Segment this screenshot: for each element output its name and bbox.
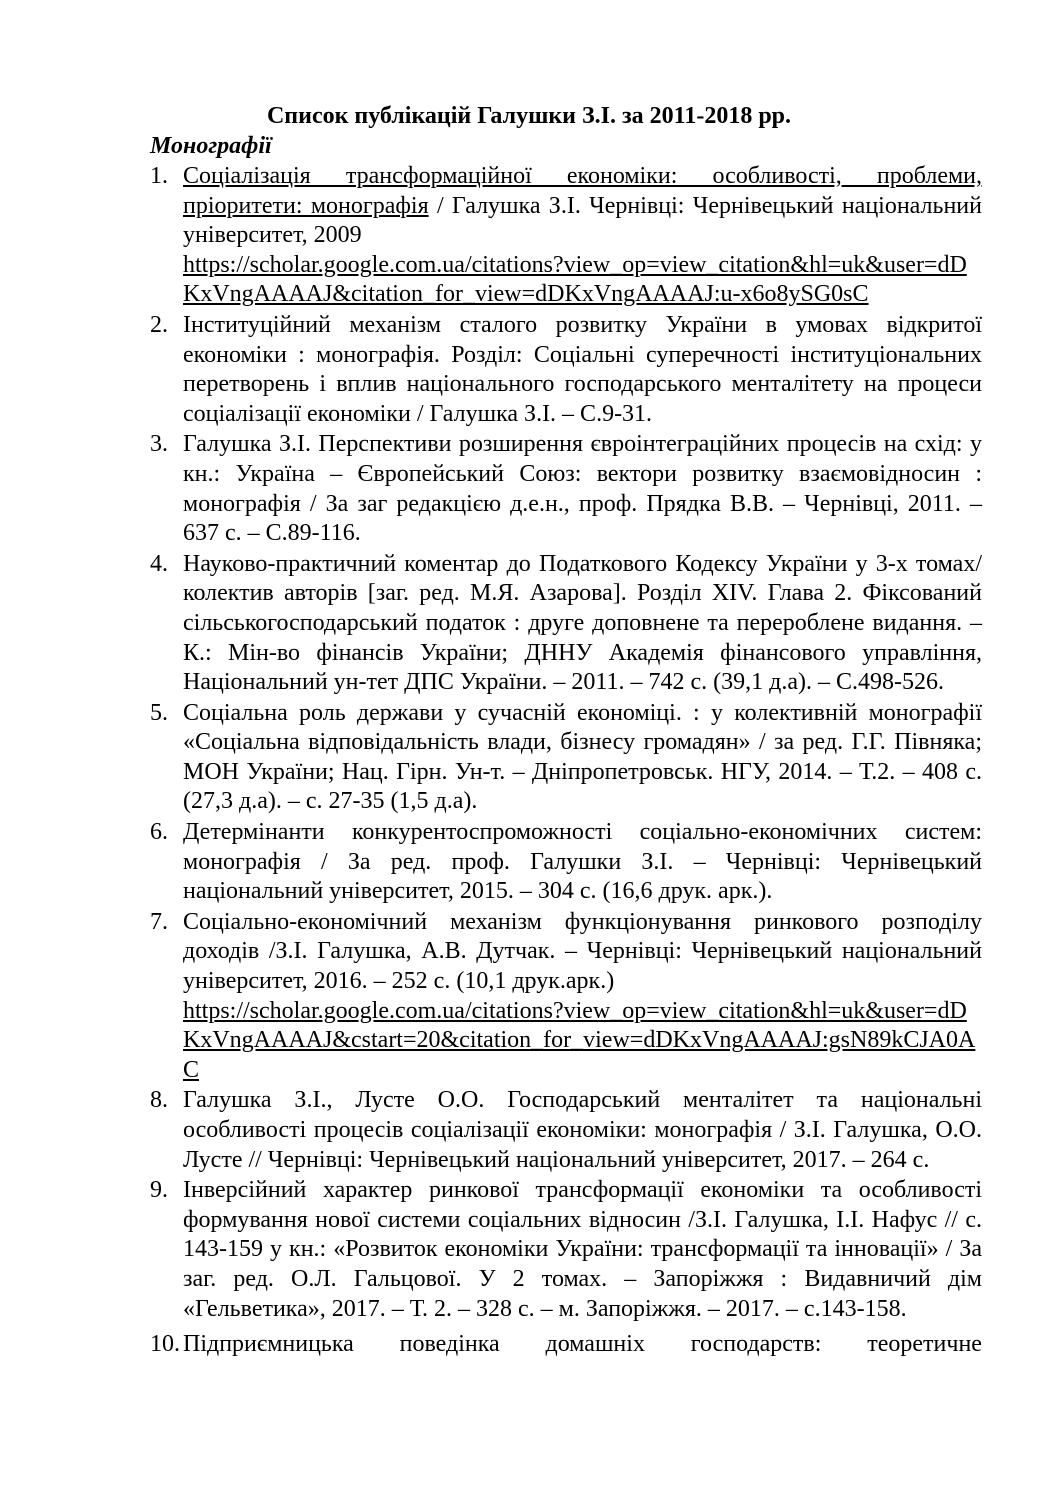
list-item (150, 908, 982, 1086)
document-title: Список публікацій Галушки З.І. за 2011-2018 рр. (266, 103, 792, 129)
item-number: 3. (150, 431, 168, 458)
list-item (150, 1086, 982, 1175)
item-word: господарств: (690, 1331, 822, 1358)
item-number: 10. (150, 1331, 180, 1358)
item-word: поведінка (399, 1331, 500, 1358)
item-text: Галушка З.І., Лусте О.О. Господарський менталітет та національні особливості процесів соціалізації економіки: монографія / З.І. Галушка, О.О. Лусте // Чернівці: Чернівецький національний університет, 2017. – 264 с. (183, 1087, 982, 1173)
item-text: Інституційний механізм сталого розвитку України в умовах відкритої економіки : монографія. Розділ: Соціальні суперечності інституціональних перетворень і вплив національного господарського менталітету на процеси соціалізації економіки / Галушка З.І. – С.9-31. (183, 311, 982, 427)
item-word: Підприємницька (183, 1331, 354, 1358)
item-word: теоретичне (867, 1331, 982, 1358)
item-number: 8. (150, 1087, 168, 1114)
list-item (150, 550, 982, 698)
item-number: 4. (150, 550, 168, 577)
list-item (150, 162, 982, 310)
list-item (150, 1330, 982, 1360)
item-text: Соціально-економічний механізм функціонування ринкового розподілу доходів /З.І. Галушка, А.В. Дутчак. – Чернівці: Чернівецький національний університет, 2016. – 252 с. (10,1 друк.арк.) (183, 908, 982, 995)
item-number: 5. (150, 699, 168, 726)
scholar-link[interactable]: https://scholar.google.com.ua/citations?view_op=view_citation&hl=uk&user=dDKxVngAAAAJ&citation_for_view=dDKxVngAAAAJ:u-x6o8ySG0sC (183, 251, 967, 308)
item-number: 9. (150, 1177, 168, 1204)
list-item (150, 311, 982, 429)
publication-title-link[interactable]: Соціалізація трансформаційної економіки: особливості, проблеми, пріоритети: монографія (183, 163, 982, 219)
item-text-line (183, 1330, 982, 1360)
list-item (150, 818, 982, 907)
item-text: Інверсійний характер ринкової трансформації економіки та особливості формування нової системи соціальних відносин /З.І. Галушка, І.І. Нафус // с. 143-159 у кн.: «Розвиток економіки України: трансформації та інновації» / За заг. ред. О.Л. Гальцової. У 2 томах. – Запоріжжя : Видавничий дім «Гельветика», 2017. – Т. 2. – 328 с. – м. Запоріжжя. – 2017. – с.143-158. (183, 1177, 982, 1322)
item-number: 7. (150, 908, 168, 935)
item-text: / Галушка З.І. Чернівці: Чернівецький національний університет, 2009 (183, 192, 982, 249)
item-number: 2. (150, 311, 168, 338)
item-text: Соціальна роль держави у сучасній економіці. : у колективній монографії «Соціальна відповідальність влади, бізнесу громадян» / за ред. Г.Г. Півняка; МОН України; Нац. Гірн. Ун-т. – Дніпропетровськ. НГУ, 2014. – Т.2. – 408 с. (27,3 д.а). – с. 27-35 (1,5 д.а). (183, 699, 982, 815)
list-item (150, 430, 982, 548)
list-item (150, 1176, 982, 1324)
item-word: домашніх (545, 1331, 645, 1358)
publication-list (150, 162, 982, 1361)
item-number: 1. (150, 163, 168, 189)
item-text: Детермінанти конкурентоспроможності соціально-економічних систем: монографія / За ред. проф. Галушки З.І. – Чернівці: Чернівецький національний університет, 2015. – 304 с. (16,6 друк. арк.). (183, 819, 982, 905)
section-heading: Монографії (150, 133, 272, 159)
item-number: 6. (150, 819, 168, 846)
item-text: Галушка З.І. Перспективи розширення євроінтеграційних процесів на схід: у кн.: Україна – Європейський Союз: вектори розвитку взаємовідносин : монографія / За заг редакцією д.е.н., проф. Прядка В.В. – Чернівці, 2011. – 637 с. – С.89-116. (183, 431, 982, 547)
scholar-link[interactable]: https://scholar.google.com.ua/citations?view_op=view_citation&hl=uk&user=dDKxVngAAAAJ&cstart=20&citation_for_view=dDKxVngAAAAJ:gsN89kCJA0AC (183, 997, 976, 1083)
item-text: Науково-практичний коментар до Податкового Кодексу України у 3-х томах/ колектив авторів [заг. ред. М.Я. Азарова]. Розділ XIV. Глава 2. Фіксований сільськогосподарський податок : друге доповнене та перероблене видання. – К.: Мін-во фінансів України; ДННУ Академія фінансового управління, Національний ун-тет ДПС України. – 2011. – 742 с. (39,1 д.а). – С.498-526. (183, 550, 982, 696)
list-item (150, 699, 982, 817)
